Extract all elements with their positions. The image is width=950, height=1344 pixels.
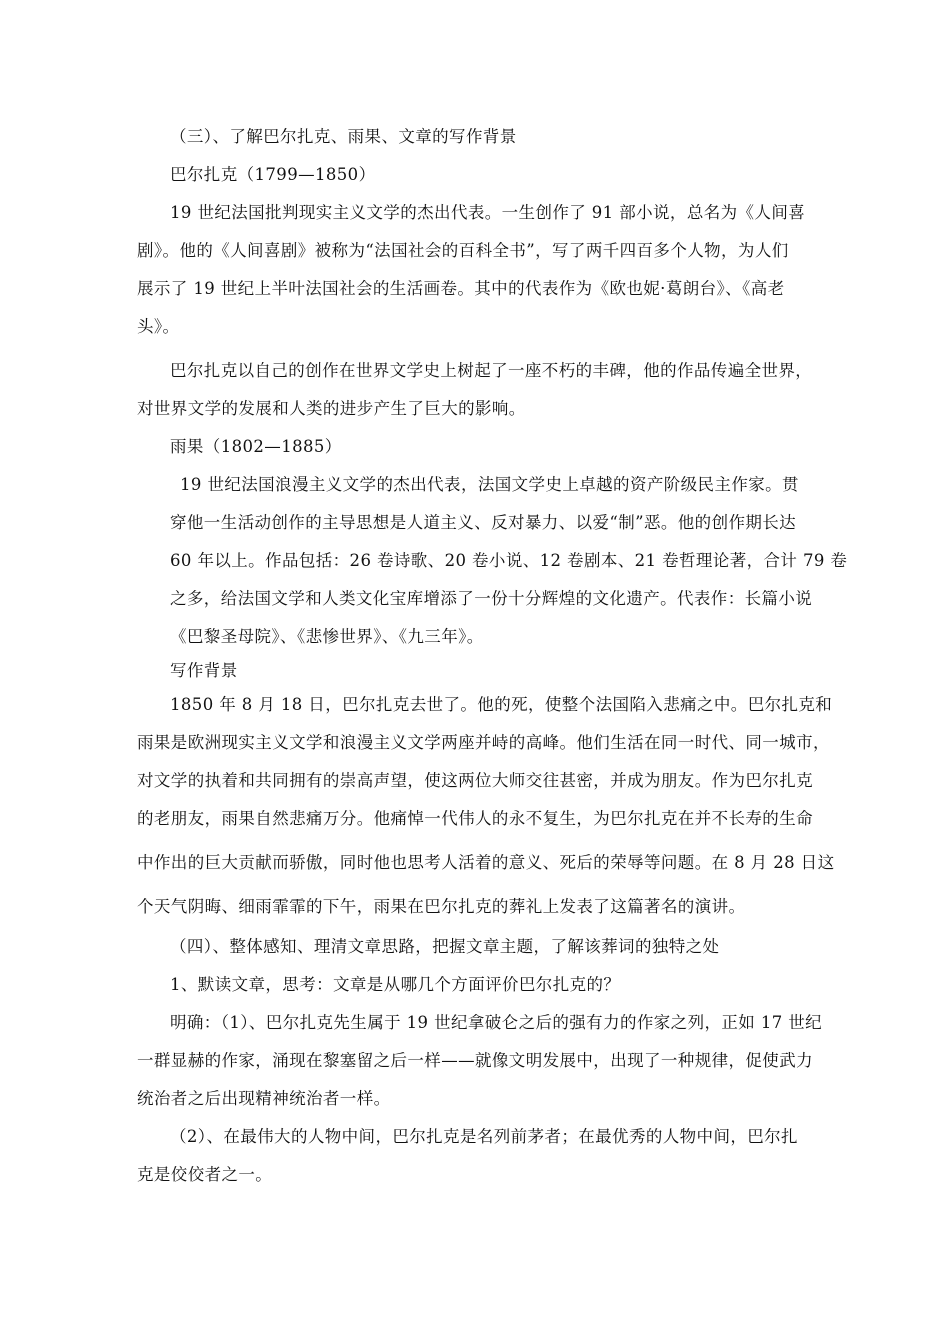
hugo-heading: 雨果（1802—1885） <box>170 437 342 456</box>
balzac-paragraph-line-1: 19 世纪法国批判现实主义文学的杰出代表。一生创作了 91 部小说，总名为《人间喜 <box>170 203 806 222</box>
background-paragraph-line-2: 雨果是欧洲现实主义文学和浪漫主义文学两座并峙的高峰。他们生活在同一时代、同一城市， <box>137 733 830 752</box>
background-heading: 写作背景 <box>170 661 238 680</box>
hugo-paragraph-line-4: 之多，给法国文学和人类文化宝库增添了一份十分辉煌的文化遗产。代表作：长篇小说 <box>170 589 813 608</box>
answer-1-line-1: 明确：（1）、巴尔扎克先生属于 19 世纪拿破仑之后的强有力的作家之列，正如 17 世纪 <box>170 1013 823 1032</box>
section-heading-3: （三）、了解巴尔扎克、雨果、文章的写作背景 <box>170 127 517 146</box>
background-paragraph-line-1: 1850 年 8 月 18 日，巴尔扎克去世了。他的死，使整个法国陷入悲痛之中。巴尔扎克和 <box>170 695 833 714</box>
hugo-paragraph-line-5: 《巴黎圣母院》、《悲惨世界》、《九三年》。 <box>170 627 484 646</box>
hugo-paragraph-line-3: 60 年以上。作品包括：26 卷诗歌、20 卷小说、12 卷剧本、21 卷哲理论著，合计 79 卷 <box>170 551 848 570</box>
balzac-legacy-line-1: 巴尔扎克以自己的创作在世界文学史上树起了一座不朽的丰碑，他的作品传遍全世界， <box>170 361 813 380</box>
answer-2-line-1: （2）、在最伟大的人物中间，巴尔扎克是名列前茅者；在最优秀的人物中间，巴尔扎 <box>170 1127 798 1146</box>
balzac-paragraph-line-4: 头》。 <box>137 317 180 336</box>
background-paragraph-line-5: 中作出的巨大贡献而骄傲，同时他也思考人活着的意义、死后的荣辱等问题。在 8 月 28 日这 <box>137 853 835 872</box>
answer-1-line-2: 一群显赫的作家，涌现在黎塞留之后一样——就像文明发展中，出现了一种规律，促使武力 <box>137 1051 813 1070</box>
balzac-legacy-line-2: 对世界文学的发展和人类的进步产生了巨大的影响。 <box>137 399 526 418</box>
hugo-paragraph-line-1: 19 世纪法国浪漫主义文学的杰出代表，法国文学史上卓越的资产阶级民主作家。贯 <box>180 475 799 494</box>
question-1: 1、默读文章，思考：文章是从哪几个方面评价巴尔扎克的？ <box>170 975 621 994</box>
hugo-paragraph-line-2: 穿他一生活动创作的主导思想是人道主义、反对暴力、以爱“制”恶。他的创作期长达 <box>170 513 797 532</box>
background-paragraph-line-6: 个天气阴晦、细雨霏霏的下午，雨果在巴尔扎克的葬礼上发表了这篇著名的演讲。 <box>137 897 746 916</box>
balzac-heading: 巴尔扎克（1799—1850） <box>170 165 376 184</box>
balzac-paragraph-line-2: 剧》。他的《人间喜剧》被称为“法国社会的百科全书”，写了两千四百多个人物，为人们 <box>137 241 789 260</box>
answer-1-line-3: 统治者之后出现精神统治者一样。 <box>137 1089 391 1108</box>
background-paragraph-line-4: 的老朋友，雨果自然悲痛万分。他痛悼一代伟人的永不复生，为巴尔扎克在并不长寿的生命 <box>137 809 813 828</box>
background-paragraph-line-3: 对文学的执着和共同拥有的崇高声望，使这两位大师交往甚密，并成为朋友。作为巴尔扎克 <box>137 771 813 790</box>
answer-2-line-2: 克是佼佼者之一。 <box>137 1165 273 1184</box>
balzac-paragraph-line-3: 展示了 19 世纪上半叶法国社会的生活画卷。其中的代表作为《欧也妮·葛朗台》、《高老 <box>137 279 785 298</box>
section-heading-4: （四）、整体感知、理清文章思路，把握文章主题，了解该葬词的独特之处 <box>170 937 720 956</box>
